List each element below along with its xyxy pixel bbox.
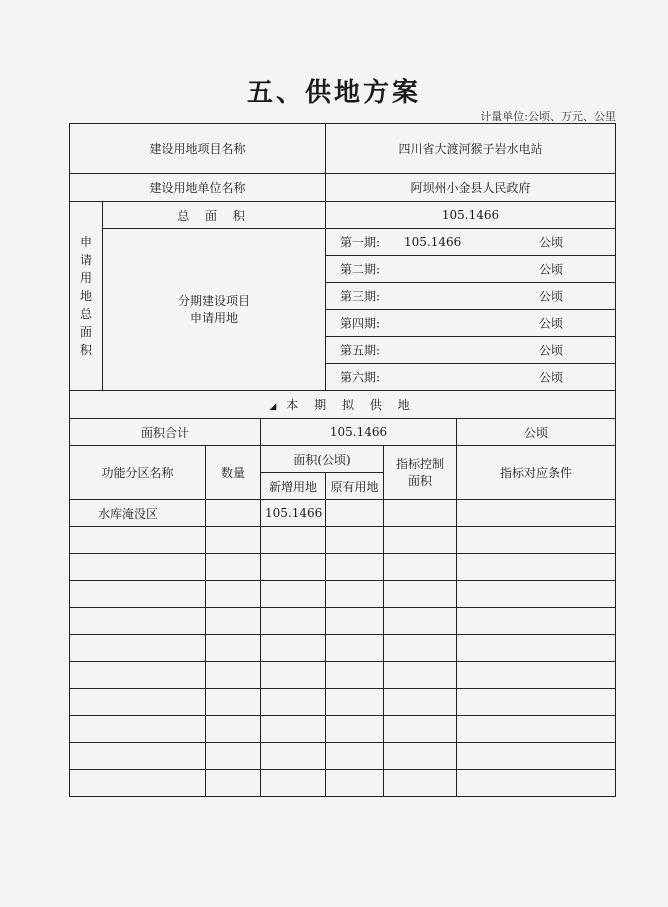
- cell-conditions: [457, 581, 616, 608]
- phase-row: 第五期: 公顷: [326, 337, 616, 364]
- cell-index-area: [384, 716, 457, 743]
- cell-conditions: [457, 554, 616, 581]
- total-area-label: 总 面 积: [103, 202, 326, 229]
- cell-conditions: [457, 716, 616, 743]
- col-zone-header: 功能分区名称: [70, 446, 206, 500]
- cell-conditions: [457, 500, 616, 527]
- cell-new-land: [261, 527, 326, 554]
- cell-new-land: [261, 581, 326, 608]
- col-conditions-header: 指标对应条件: [457, 446, 616, 500]
- cell-zone: [70, 716, 206, 743]
- table-row: [70, 689, 616, 716]
- cell-zone: [70, 554, 206, 581]
- total-area-value: 105.1466: [326, 202, 616, 229]
- cell-new-land: [261, 689, 326, 716]
- table-row: [70, 635, 616, 662]
- cell-new-land: [261, 662, 326, 689]
- cell-index-area: [384, 581, 457, 608]
- cell-conditions: [457, 689, 616, 716]
- table-row: [70, 500, 616, 527]
- phase-row: 第四期: 公顷: [326, 310, 616, 337]
- cell-conditions: [457, 743, 616, 770]
- table-row: [70, 608, 616, 635]
- cell-existing-land: [326, 716, 384, 743]
- cell-count: [206, 770, 261, 797]
- col-new-land-header: 新增用地: [261, 473, 326, 500]
- table-row: [70, 743, 616, 770]
- unit-note: 计量单位:公顷、万元、公里: [480, 110, 616, 123]
- col-index-area-header: 指标控制 面积: [384, 446, 457, 500]
- cell-new-land: 105.1466: [261, 500, 326, 527]
- cell-existing-land: [326, 770, 384, 797]
- cell-new-land: [261, 743, 326, 770]
- cell-zone: 水库淹没区: [70, 500, 206, 527]
- cell-existing-land: [326, 689, 384, 716]
- cell-new-land: [261, 716, 326, 743]
- col-existing-land-header: 原有用地: [326, 473, 384, 500]
- cell-existing-land: [326, 743, 384, 770]
- cell-zone: [70, 689, 206, 716]
- project-name-value: 四川省大渡河猴子岩水电站: [326, 124, 616, 174]
- cell-existing-land: [326, 662, 384, 689]
- current-supply-header: ◢ 本 期 拟 供 地: [70, 391, 616, 419]
- cell-index-area: [384, 662, 457, 689]
- cell-new-land: [261, 770, 326, 797]
- cell-existing-land: [326, 527, 384, 554]
- table-row: [70, 581, 616, 608]
- cell-count: [206, 716, 261, 743]
- area-sum-value: 105.1466: [261, 419, 457, 446]
- apply-area-vertical-label: 申 请 用 地 总 面 积: [70, 202, 103, 391]
- cell-existing-land: [326, 635, 384, 662]
- cell-new-land: [261, 635, 326, 662]
- scan-mark-icon: ◢: [269, 402, 283, 412]
- cell-count: [206, 527, 261, 554]
- cell-count: [206, 689, 261, 716]
- table-row: [70, 662, 616, 689]
- project-name-label: 建设用地项目名称: [70, 124, 326, 174]
- cell-conditions: [457, 608, 616, 635]
- cell-conditions: [457, 527, 616, 554]
- project-unit-value: 阿坝州小金县人民政府: [326, 174, 616, 202]
- cell-index-area: [384, 743, 457, 770]
- project-unit-label: 建设用地单位名称: [70, 174, 326, 202]
- cell-count: [206, 581, 261, 608]
- cell-new-land: [261, 554, 326, 581]
- cell-existing-land: [326, 500, 384, 527]
- area-sum-label: 面积合计: [70, 419, 261, 446]
- cell-conditions: [457, 770, 616, 797]
- cell-count: [206, 500, 261, 527]
- cell-conditions: [457, 635, 616, 662]
- table-row: [70, 527, 616, 554]
- cell-zone: [70, 743, 206, 770]
- cell-count: [206, 635, 261, 662]
- page-title: 五、供地方案: [246, 78, 421, 108]
- cell-index-area: [384, 500, 457, 527]
- cell-existing-land: [326, 608, 384, 635]
- phased-apply-label: 分期建设项目 申请用地: [103, 229, 326, 391]
- col-count-header: 数量: [206, 446, 261, 500]
- table-row: [70, 554, 616, 581]
- table-row: [70, 770, 616, 797]
- cell-count: [206, 743, 261, 770]
- table-row: [70, 716, 616, 743]
- cell-count: [206, 662, 261, 689]
- cell-existing-land: [326, 581, 384, 608]
- cell-existing-land: [326, 554, 384, 581]
- phase-row: 第二期: 公顷: [326, 256, 616, 283]
- cell-index-area: [384, 689, 457, 716]
- cell-zone: [70, 608, 206, 635]
- phase-row: 第三期: 公顷: [326, 283, 616, 310]
- area-sum-unit: 公顷: [457, 419, 616, 446]
- cell-zone: [70, 527, 206, 554]
- col-area-group-header: 面积(公顷): [261, 446, 384, 473]
- cell-zone: [70, 662, 206, 689]
- cell-index-area: [384, 554, 457, 581]
- cell-zone: [70, 635, 206, 662]
- phase-row: 第一期: 105.1466 公顷: [326, 229, 616, 256]
- cell-index-area: [384, 770, 457, 797]
- cell-count: [206, 554, 261, 581]
- phase-row: 第六期: 公顷: [326, 364, 616, 391]
- cell-zone: [70, 581, 206, 608]
- cell-index-area: [384, 527, 457, 554]
- cell-index-area: [384, 635, 457, 662]
- cell-conditions: [457, 662, 616, 689]
- cell-zone: [70, 770, 206, 797]
- cell-index-area: [384, 608, 457, 635]
- cell-count: [206, 608, 261, 635]
- land-supply-table: [69, 123, 616, 797]
- cell-new-land: [261, 608, 326, 635]
